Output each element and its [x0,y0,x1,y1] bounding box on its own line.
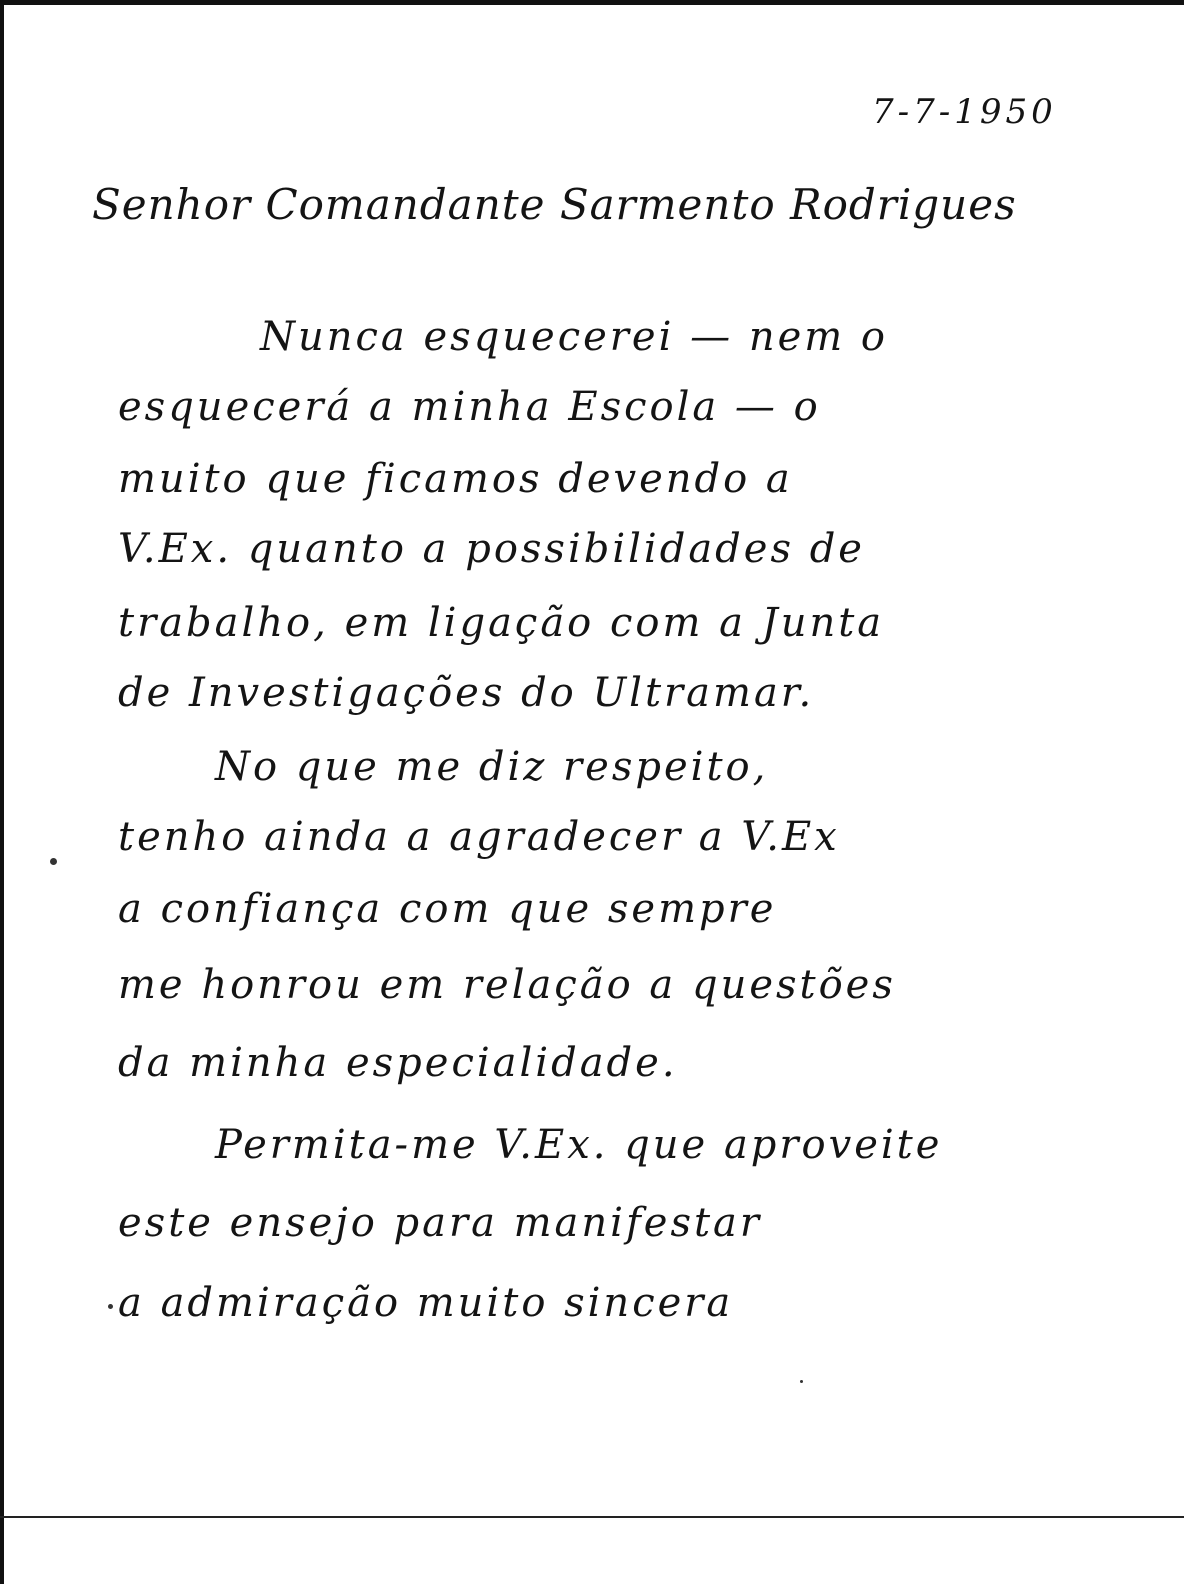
letter-date: 7-7-1950 [872,92,1057,132]
letter-line: a admiração muito sincera [118,1280,734,1326]
letter-line: da minha especialidade. [118,1040,678,1086]
letter-line: esquecerá a minha Escola — o [118,384,821,430]
scan-bottom-edge [0,1516,1184,1518]
scan-speck [800,1380,803,1383]
letter-line: V.Ex. quanto a possibilidades de [118,526,865,572]
letter-line: Nunca esquecerei — nem o [260,314,888,360]
scan-speck [50,858,57,865]
scan-border-top [0,0,1184,5]
letter-line: trabalho, em ligação com a Junta [118,600,885,646]
letter-line: Permita-me V.Ex. que aproveite [215,1122,943,1168]
scan-border-left [0,0,4,1584]
letter-line: a confiança com que sempre [118,886,777,932]
letter-line: No que me diz respeito, [215,744,769,790]
letter-salutation: Senhor Comandante Sarmento Rodrigues [92,180,1017,229]
letter-line: tenho ainda a agradecer a V.Ex [118,814,840,860]
letter-line: este ensejo para manifestar [118,1200,763,1246]
scan-speck [108,1304,113,1309]
letter-line: de Investigações do Ultramar. [118,670,815,716]
letter-line: muito que ficamos devendo a [118,456,793,502]
letter-line: me honrou em relação a questões [118,962,896,1008]
